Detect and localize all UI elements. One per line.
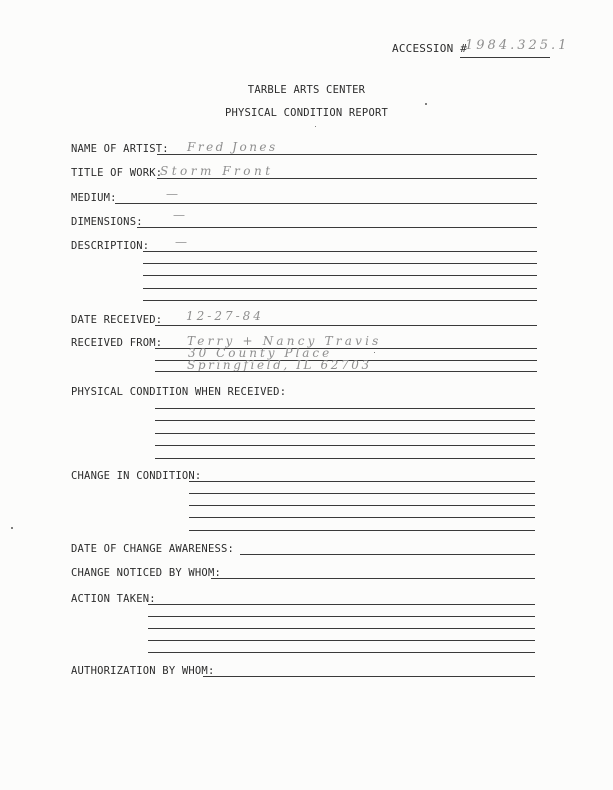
physical-condition-line bbox=[155, 408, 535, 409]
received-from-line3: Springfield, IL 62703 bbox=[187, 358, 372, 372]
description-line bbox=[143, 300, 537, 301]
change-in-condition-label: CHANGE IN CONDITION: bbox=[71, 470, 202, 482]
date-received-line bbox=[155, 325, 537, 326]
artist-label: NAME OF ARTIST: bbox=[71, 143, 169, 155]
dimensions-label: DIMENSIONS: bbox=[71, 216, 143, 228]
title-value: Storm Front bbox=[160, 164, 274, 178]
speck bbox=[425, 103, 427, 105]
change-in-condition-line bbox=[189, 505, 535, 506]
date-received-value: 12-27-84 bbox=[186, 309, 264, 323]
action-taken-line bbox=[148, 652, 535, 653]
description-line bbox=[143, 263, 537, 264]
authorization-label: AUTHORIZATION BY WHOM: bbox=[71, 665, 215, 677]
description-label: DESCRIPTION: bbox=[71, 240, 150, 252]
received-from-line2: 30 County Place bbox=[188, 346, 333, 360]
title-line bbox=[157, 178, 537, 179]
artist-value: Fred Jones bbox=[187, 140, 278, 154]
report-title: PHYSICAL CONDITION REPORT bbox=[224, 107, 389, 119]
dimensions-line bbox=[137, 227, 537, 228]
change-noticed-by-label: CHANGE NOTICED BY WHOM: bbox=[71, 567, 221, 579]
artist-line bbox=[157, 154, 537, 155]
authorization-line bbox=[203, 676, 535, 677]
medium-label: MEDIUM: bbox=[71, 192, 117, 204]
action-taken-line bbox=[148, 604, 535, 605]
medium-line bbox=[115, 203, 537, 204]
dimensions-value: — bbox=[173, 208, 188, 222]
physical-condition-line bbox=[155, 433, 535, 434]
change-in-condition-line bbox=[189, 530, 535, 531]
speck bbox=[315, 126, 316, 127]
description-value: — bbox=[175, 235, 190, 249]
action-taken-line bbox=[148, 616, 535, 617]
description-line bbox=[143, 251, 537, 252]
received-from-label: RECEIVED FROM: bbox=[71, 337, 163, 349]
physical-condition-line bbox=[155, 420, 535, 421]
description-line bbox=[143, 275, 537, 276]
action-taken-line bbox=[148, 628, 535, 629]
accession-number: 1984.325.1 bbox=[465, 38, 570, 53]
date-change-awareness-line bbox=[240, 554, 535, 555]
title-label: TITLE OF WORK: bbox=[71, 167, 163, 179]
change-in-condition-line bbox=[189, 517, 535, 518]
change-noticed-by-line bbox=[211, 578, 535, 579]
accession-line bbox=[460, 57, 550, 58]
received-from-line bbox=[155, 371, 537, 372]
description-line bbox=[143, 288, 537, 289]
change-in-condition-line bbox=[189, 481, 535, 482]
accession-label: ACCESSION # bbox=[392, 42, 468, 55]
date-change-awareness-label: DATE OF CHANGE AWARENESS: bbox=[71, 543, 235, 555]
physical-condition-label: PHYSICAL CONDITION WHEN RECEIVED: bbox=[71, 386, 287, 398]
org-name: TARBLE ARTS CENTER bbox=[247, 84, 366, 96]
physical-condition-line bbox=[155, 458, 535, 459]
action-taken-label: ACTION TAKEN: bbox=[71, 593, 156, 605]
physical-condition-line bbox=[155, 445, 535, 446]
speck bbox=[11, 527, 13, 529]
date-received-label: DATE RECEIVED: bbox=[71, 314, 163, 326]
action-taken-line bbox=[148, 640, 535, 641]
medium-value: — bbox=[166, 187, 181, 201]
received-from-line1: Terry + Nancy Travis bbox=[187, 334, 382, 348]
speck bbox=[374, 352, 375, 353]
change-in-condition-line bbox=[189, 493, 535, 494]
